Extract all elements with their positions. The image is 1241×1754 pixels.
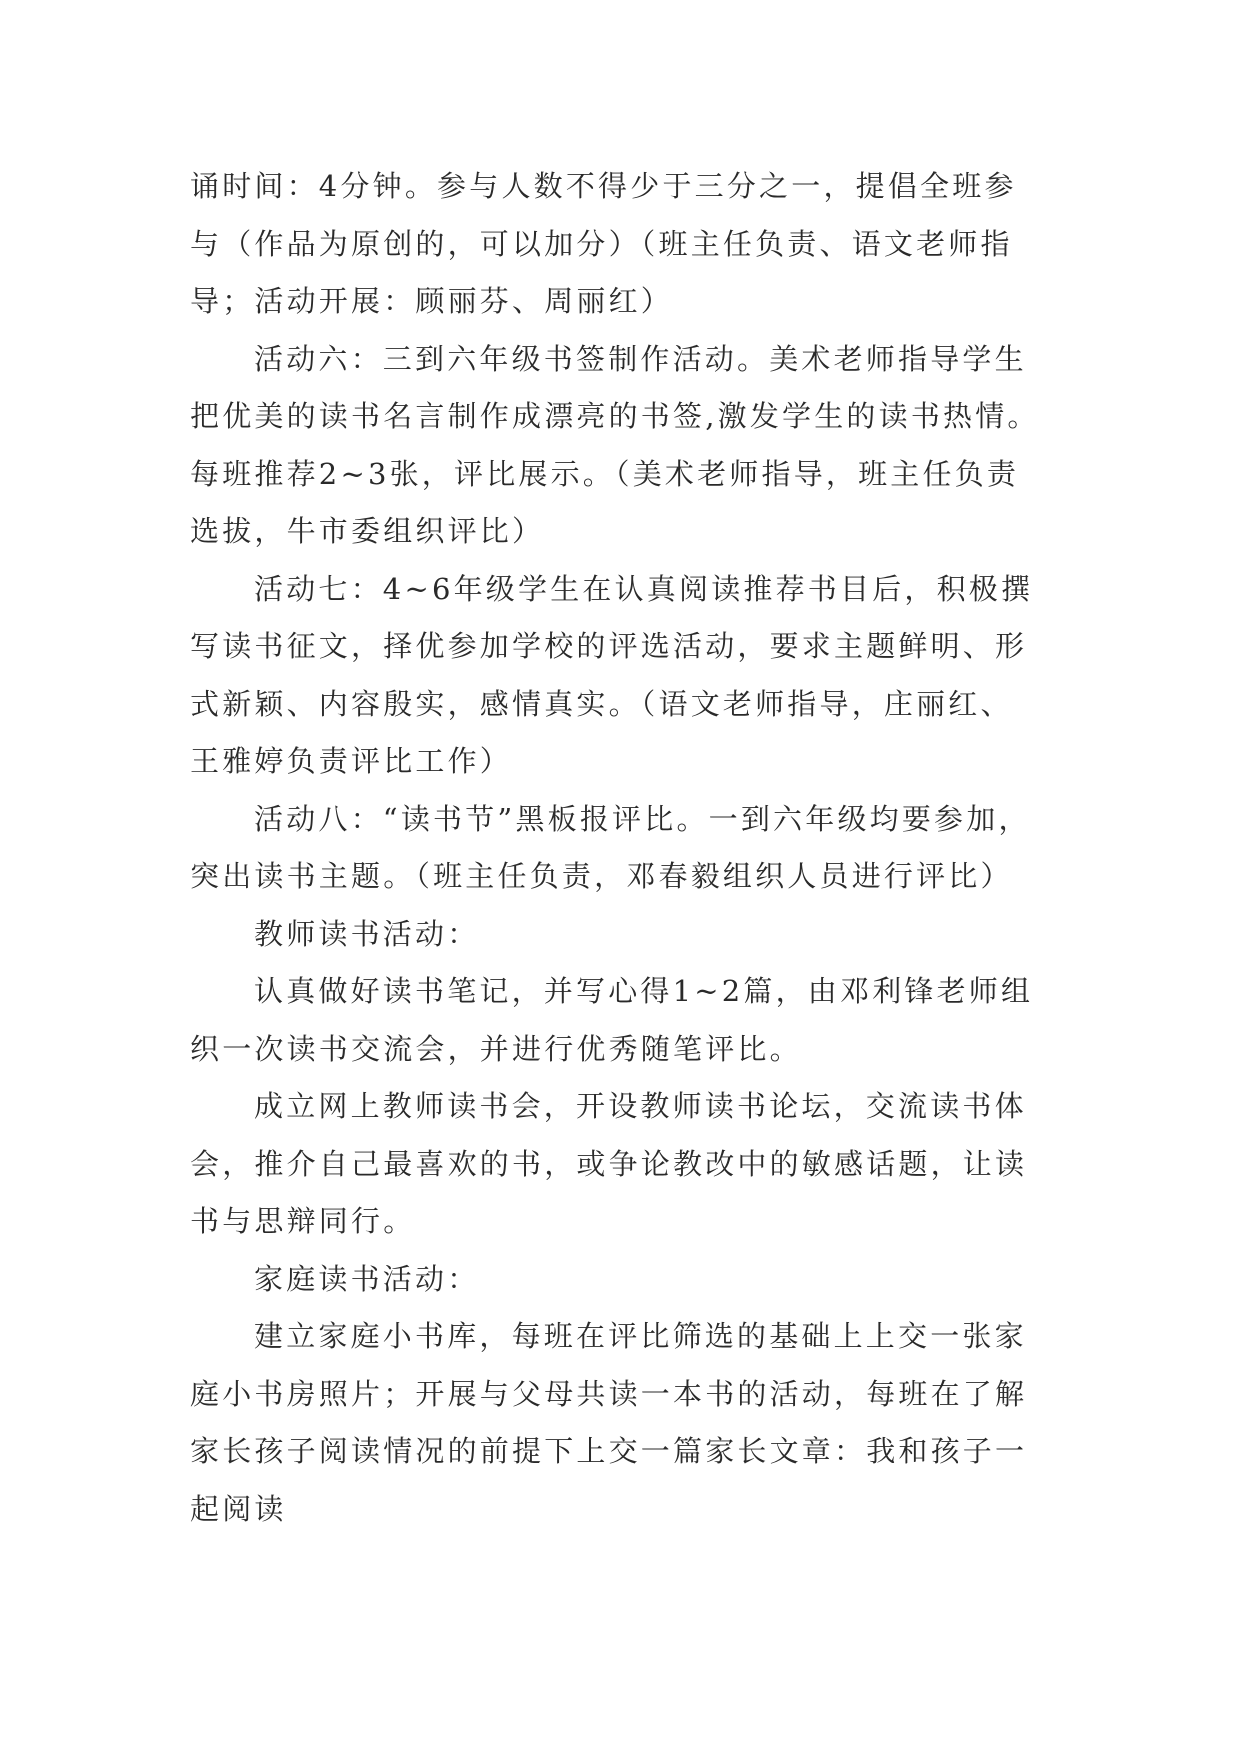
text-line: 突出读书主题。（班主任负责，邓春毅组织人员进行评比） [190, 859, 1013, 893]
text-line: 家长孩子阅读情况的前提下上交一篇家长文章：我和孩子一 [190, 1434, 1028, 1468]
text-line: 王雅婷负责评比工作） [190, 744, 513, 778]
text-line: 教师读书活动： [254, 916, 480, 951]
text-line: 活动六：三到六年级书签制作活动。美术老师指导学生 [254, 341, 1027, 376]
text-line: 把优美的读书名言制作成漂亮的书签,激发学生的读书热情。 [190, 399, 1040, 433]
text-line: 活动八：“读书节”黑板报评比。一到六年级均要参加， [254, 801, 1031, 836]
text-line: 织一次读书交流会，并进行优秀随笔评比。 [190, 1031, 802, 1066]
paragraph-online-reading-club [190, 1078, 1050, 1251]
paragraph-reading-notes [190, 963, 1050, 1078]
paragraph-activity-seven [190, 561, 1050, 791]
text-line: 导；活动开展：顾丽芬、周丽红） [190, 284, 674, 318]
document-body [190, 158, 1050, 1538]
section-heading-teacher-reading [190, 906, 1050, 964]
text-line: 建立家庭小书库，每班在评比筛选的基础上上交一张家 [254, 1319, 1027, 1353]
text-line: 诵时间：4分钟。参与人数不得少于三分之一，提倡全班参 [190, 169, 1017, 203]
text-line: 家庭读书活动： [254, 1261, 480, 1296]
text-line: 与（作品为原创的，可以加分）（班主任负责、语文老师指 [190, 226, 1013, 261]
paragraph-family-library [190, 1308, 1050, 1538]
text-line: 书与思辩同行。 [190, 1204, 416, 1238]
text-line: 选拔，牛市委组织评比） [190, 514, 545, 548]
text-line: 活动七：4~6年级学生在认真阅读推荐书目后，积极撰 [254, 571, 1034, 606]
paragraph-activity-eight [190, 791, 1050, 906]
text-line: 每班推荐2~3张，评比展示。（美术老师指导，班主任负责 [190, 456, 1020, 491]
paragraph-activity-six [190, 331, 1050, 561]
text-line: 起阅读 [190, 1491, 287, 1526]
text-line: 认真做好读书笔记，并写心得1~2篇，由邓利锋老师组 [254, 974, 1034, 1008]
text-line: 写读书征文，择优参加学校的评选活动，要求主题鲜明、形 [190, 629, 1028, 663]
text-line: 式新颖、内容殷实，感情真实。（语文老师指导，庄丽红、 [190, 686, 1013, 721]
text-line: 成立网上教师读书会，开设教师读书论坛，交流读书体 [254, 1089, 1027, 1123]
text-line: 庭小书房照片；开展与父母共读一本书的活动，每班在了解 [190, 1376, 1028, 1411]
section-heading-family-reading [190, 1251, 1050, 1309]
paragraph-reading-time [190, 158, 1050, 331]
text-line: 会，推介自己最喜欢的书，或争论教改中的敏感话题，让读 [190, 1146, 1028, 1181]
